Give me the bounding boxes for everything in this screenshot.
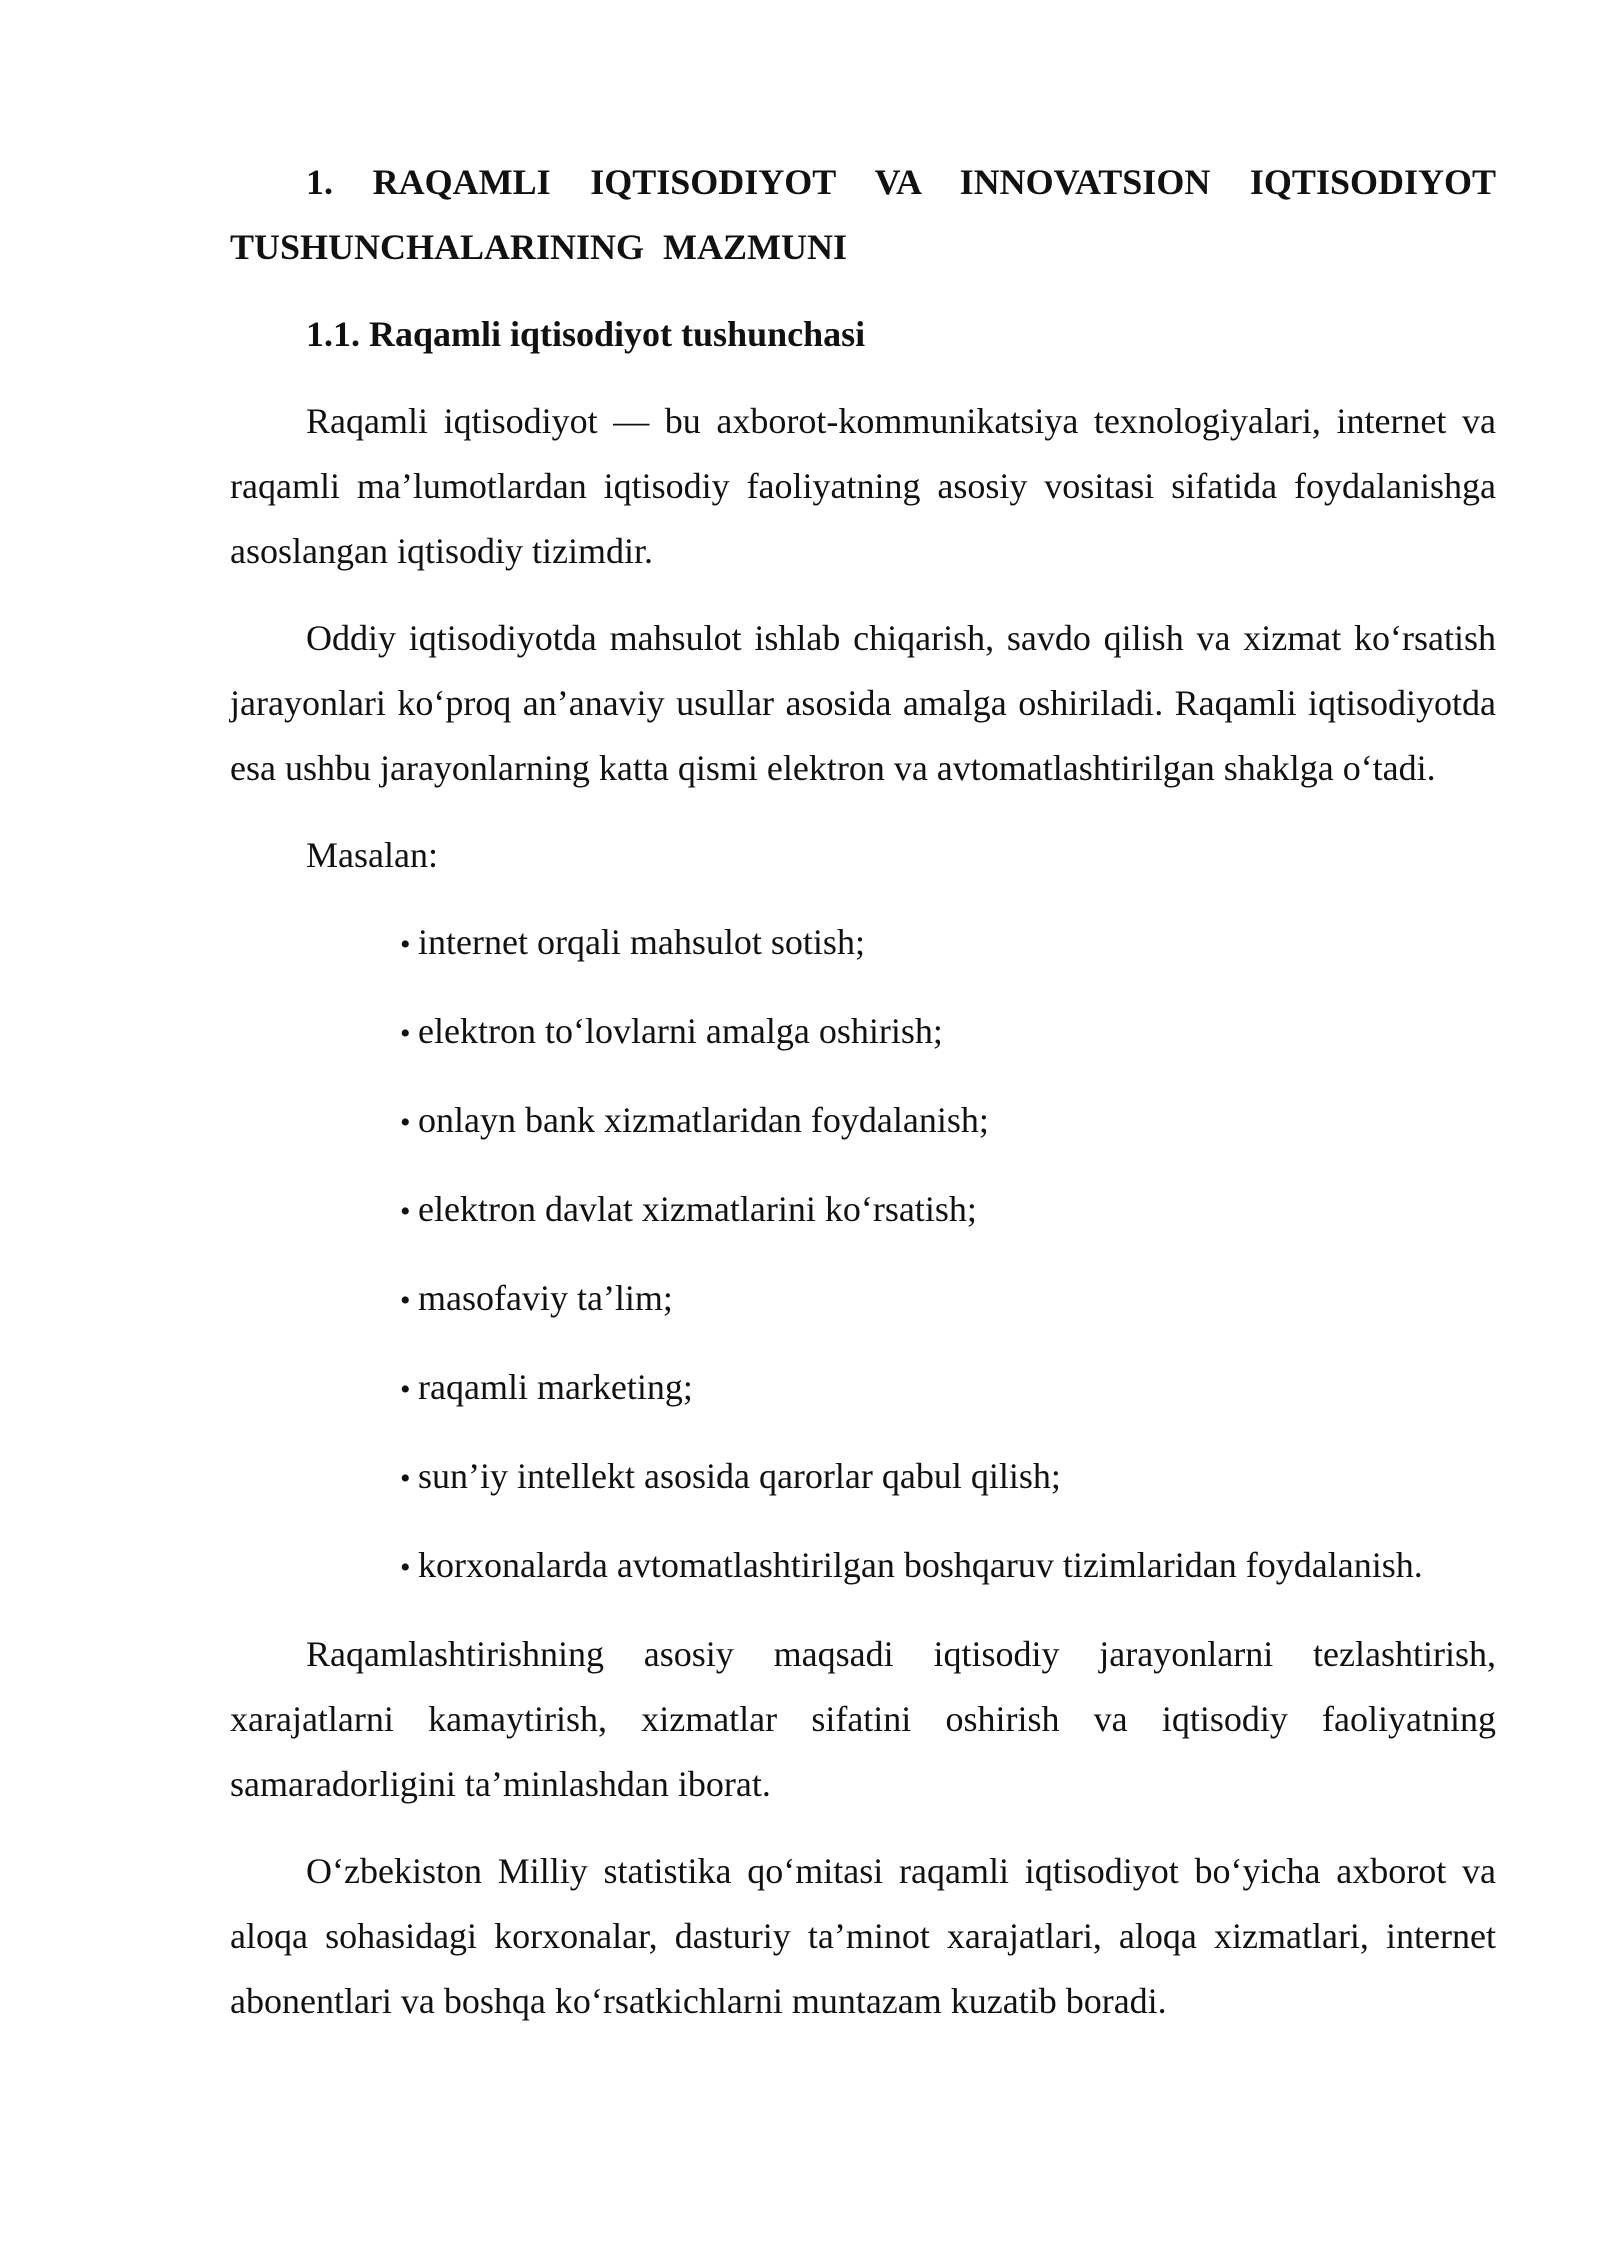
paragraph-example-intro: Masalan: [306, 835, 438, 875]
bullet-icon: • [400, 1551, 411, 1584]
list-item [400, 910, 1496, 977]
list-item-text: elektron davlat xizmatlarini ko‘rsatish; [418, 1189, 977, 1229]
paragraph-definition: Raqamli iqtisodiyot — bu axborot-kommunikatsiya texnologiyalari, internet va raqamli ma’lumotlardan iqtisodiy faoliyatning asosiy vositasi sifatida foydalanishga asoslangan iqtisodiy tizimdir. [230, 401, 1496, 571]
list-item [400, 1088, 1496, 1155]
list-item [400, 1444, 1496, 1511]
list-item-text: masofaviy ta’lim; [418, 1278, 673, 1318]
paragraph-goal: Raqamlashtirishning asosiy maqsadi iqtisodiy jarayonlarni tezlashtirish, xarajatlarni kamaytirish, xizmatlar sifatini oshirish va iqtisodiy faoliyatning samaradorligini ta’minlashdan iborat. [230, 1634, 1496, 1804]
example-list [230, 910, 1496, 1600]
list-item-text: sun’iy intellekt asosida qarorlar qabul qilish; [418, 1456, 1061, 1496]
list-item-text: raqamli marketing; [418, 1367, 693, 1407]
list-item [400, 1177, 1496, 1244]
list-item [400, 999, 1496, 1066]
list-item [400, 1266, 1496, 1333]
bullet-icon: • [400, 1017, 411, 1050]
list-item [400, 1355, 1496, 1422]
list-item [400, 1533, 1496, 1600]
bullet-icon: • [400, 1462, 411, 1495]
list-item-text: elektron to‘lovlarni amalga oshirish; [418, 1011, 943, 1051]
document-page [230, 150, 1496, 2034]
list-item-text: onlayn bank xizmatlaridan foydalanish; [418, 1100, 989, 1140]
paragraph-statistics: O‘zbekiston Milliy statistika qo‘mitasi raqamli iqtisodiyot bo‘yicha axborot va aloqa sohasidagi korxonalar, dasturiy ta’minot xarajatlari, aloqa xizmatlari, internet abonentlari va boshqa ko‘rsatkichlarni muntazam kuzatib boradi. [230, 1851, 1496, 2021]
list-item-text: internet orqali mahsulot sotish; [418, 922, 865, 962]
bullet-icon: • [400, 1195, 411, 1228]
list-item-text: korxonalarda avtomatlashtirilgan boshqaruv tizimlaridan foydalanish. [418, 1545, 1423, 1585]
bullet-icon: • [400, 928, 411, 961]
paragraph-comparison: Oddiy iqtisodiyotda mahsulot ishlab chiqarish, savdo qilish va xizmat ko‘rsatish jarayonlari ko‘proq an’anaviy usullar asosida amalga oshiriladi. Raqamli iqtisodiyotda esa ushbu jarayonlarning katta qismi elektron va avtomatlashtirilgan shaklga o‘tadi. [230, 618, 1496, 788]
bullet-icon: • [400, 1373, 411, 1406]
bullet-icon: • [400, 1106, 411, 1139]
chapter-heading: 1. RAQAMLI IQTISODIYOT VA INNOVATSION IQTISODIYOT TUSHUNCHALARINING MAZMUNI [230, 162, 1496, 267]
bullet-icon: • [400, 1284, 411, 1317]
section-heading: 1.1. Raqamli iqtisodiyot tushunchasi [306, 314, 866, 354]
